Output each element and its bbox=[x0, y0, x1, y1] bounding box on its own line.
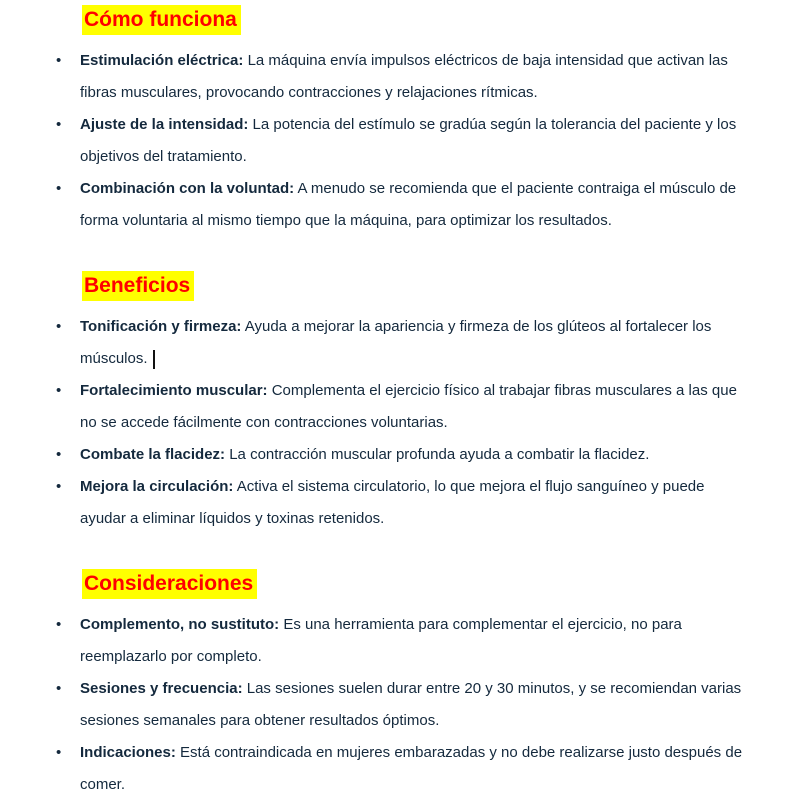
bullet-lead: Complemento, no sustituto: bbox=[80, 616, 280, 633]
heading-highlight: Consideraciones bbox=[82, 569, 257, 599]
bullet-icon: • bbox=[56, 52, 62, 69]
bullet-text-line1: Activa el sistema circulatorio, lo que mejora el flujo sanguíneo y puede bbox=[236, 478, 705, 495]
bullet-lead: Combinación con la voluntad: bbox=[80, 180, 295, 197]
list-item[interactable] bbox=[0, 311, 806, 375]
bullet-text-line2: forma voluntaria al mismo tiempo que la máquina, para optimizar los resultados. bbox=[80, 212, 612, 229]
section-como-funciona bbox=[0, 5, 806, 237]
list-item[interactable] bbox=[0, 173, 806, 237]
bullet-icon: • bbox=[56, 116, 62, 133]
bullet-text-line1: La potencia del estímulo se gradúa según la tolerancia del paciente y los bbox=[252, 116, 737, 133]
bullet-text-line2: no se accede fácilmente con contracciones voluntarias. bbox=[80, 414, 448, 431]
bullet-text-line2: sesiones semanales para obtener resultados óptimos. bbox=[80, 712, 440, 729]
list-item[interactable] bbox=[0, 45, 806, 109]
text-cursor bbox=[153, 350, 155, 369]
bullet-lead: Fortalecimiento muscular: bbox=[80, 382, 268, 399]
heading-highlight: Cómo funciona bbox=[82, 5, 241, 35]
section-heading[interactable] bbox=[82, 271, 806, 301]
bullet-icon: • bbox=[56, 616, 62, 633]
bullet-text-line1: La máquina envía impulsos eléctricos de baja intensidad que activan las bbox=[247, 52, 728, 69]
bullet-text-line1: A menudo se recomienda que el paciente contraiga el músculo de bbox=[297, 180, 737, 197]
bullet-lead: Estimulación eléctrica: bbox=[80, 52, 244, 69]
bullet-text-line2: músculos. bbox=[80, 350, 148, 367]
list-item[interactable] bbox=[0, 109, 806, 173]
bullet-text-line2: objetivos del tratamiento. bbox=[80, 148, 247, 165]
list-item[interactable] bbox=[0, 737, 806, 801]
list-item[interactable] bbox=[0, 439, 806, 471]
bullet-text-line2: fibras musculares, provocando contracciones y relajaciones rítmicas. bbox=[80, 84, 538, 101]
section-consideraciones bbox=[0, 569, 806, 801]
bullet-icon: • bbox=[56, 446, 62, 463]
bullet-lead: Combate la flacidez: bbox=[80, 446, 226, 463]
bullet-text-line1: Es una herramienta para complementar el ejercicio, no para bbox=[283, 616, 682, 633]
list-item[interactable] bbox=[0, 673, 806, 737]
bullet-text-line1: La contracción muscular profunda ayuda a combatir la flacidez. bbox=[229, 446, 650, 463]
bullet-lead: Indicaciones: bbox=[80, 744, 176, 761]
list-item[interactable] bbox=[0, 471, 806, 535]
section-heading[interactable] bbox=[82, 569, 806, 599]
bullet-icon: • bbox=[56, 478, 62, 495]
bullet-icon: • bbox=[56, 318, 62, 335]
section-heading[interactable] bbox=[82, 5, 806, 35]
bullet-icon: • bbox=[56, 382, 62, 399]
bullet-lead: Sesiones y frecuencia: bbox=[80, 680, 243, 697]
list-item[interactable] bbox=[0, 375, 806, 439]
bullet-text-line2: comer. bbox=[80, 776, 126, 793]
bullet-list bbox=[0, 311, 806, 535]
bullet-list bbox=[0, 45, 806, 237]
bullet-text-line2: reemplazarlo por completo. bbox=[80, 648, 262, 665]
bullet-list bbox=[0, 609, 806, 801]
bullet-text-line1: Ayuda a mejorar la apariencia y firmeza de los glúteos al fortalecer los bbox=[244, 318, 712, 335]
bullet-text-line1: Complementa el ejercicio físico al trabajar fibras musculares a las que bbox=[271, 382, 737, 399]
bullet-icon: • bbox=[56, 180, 62, 197]
bullet-text-line2: ayudar a eliminar líquidos y toxinas retenidos. bbox=[80, 510, 385, 527]
bullet-text-line1: Está contraindicada en mujeres embarazadas y no debe realizarse justo después de bbox=[180, 744, 743, 761]
bullet-icon: • bbox=[56, 744, 62, 761]
section-beneficios bbox=[0, 271, 806, 535]
heading-highlight: Beneficios bbox=[82, 271, 194, 301]
list-item[interactable] bbox=[0, 609, 806, 673]
bullet-text-line1: Las sesiones suelen durar entre 20 y 30 minutos, y se recomiendan varias bbox=[246, 680, 742, 697]
bullet-lead: Ajuste de la intensidad: bbox=[80, 116, 249, 133]
bullet-icon: • bbox=[56, 680, 62, 697]
bullet-lead: Tonificación y firmeza: bbox=[80, 318, 242, 335]
bullet-lead: Mejora la circulación: bbox=[80, 478, 234, 495]
